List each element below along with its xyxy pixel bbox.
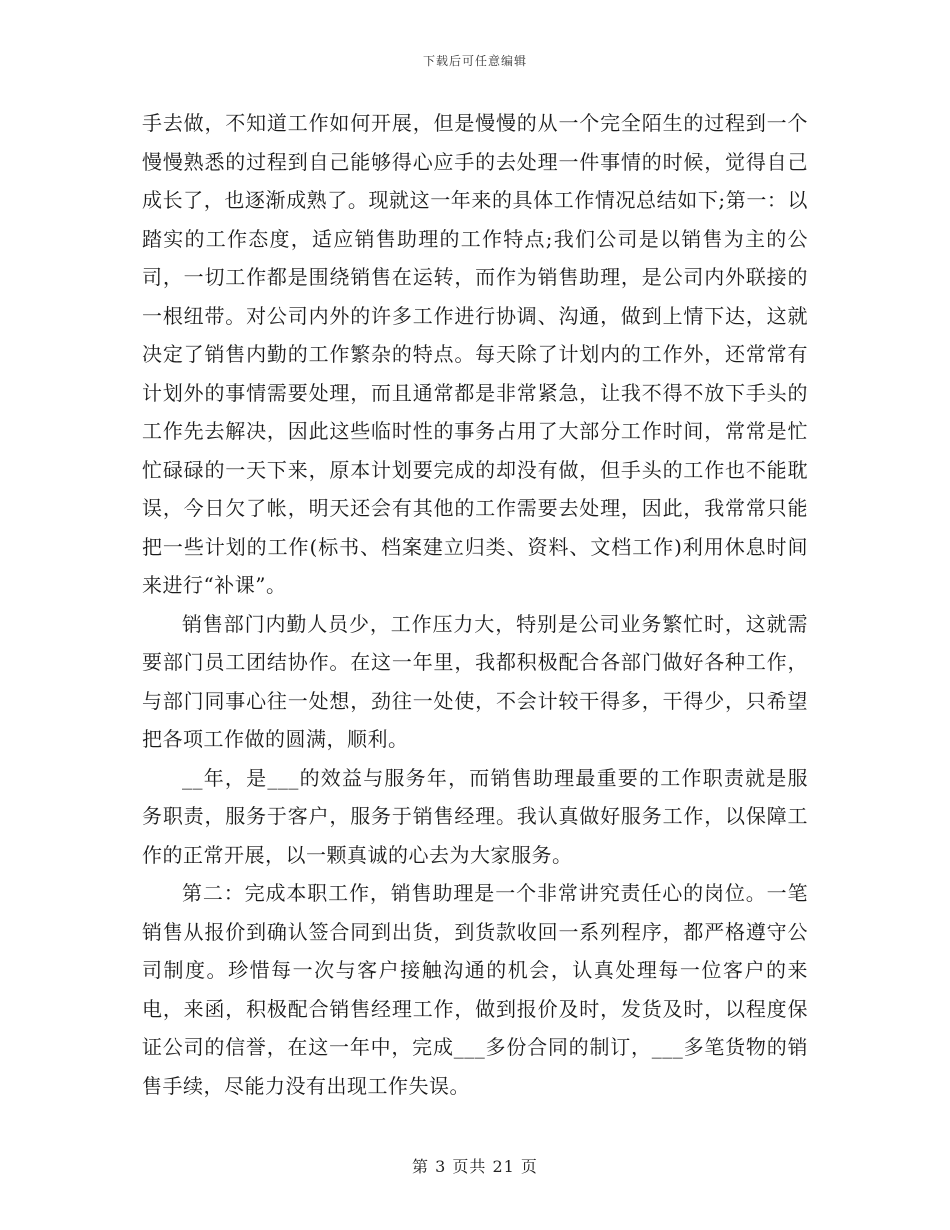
paragraph-2: 销售部门内勤人员少，工作压力大，特别是公司业务繁忙时，这就需要部门员工团结协作。在这一年里，我都积极配合各部门做好各种工作，与部门同事心往一处想，劲往一处使，不会计较干得多，干得少，只希望把各项工作做的圆满，顺利。 — [142, 611, 808, 751]
page-number-footer: 第 3 页共 21 页 — [412, 1157, 538, 1176]
paragraph-1: 手去做，不知道工作如何开展，但是慢慢的从一个完全陌生的过程到一个慢慢熟悉的过程到自己能够得心应手的去处理一件事情的时候，觉得自己成长了，也逐渐成熟了。现就这一年来的具体工作情况总结如下;第一：以踏实的工作态度，适应销售助理的工作特点;我们公司是以销售为主的公司，一切工作都是围绕销售在运转，而作为销售助理，是公司内外联接的一根纽带。对公司内外的许多工作进行协调、沟通，做到上情下达，这就决定了销售内勤的工作繁杂的特点。每天除了计划内的工作外，还常常有计划外的事情需要处理，而且通常都是非常紧急，让我不得不放下手头的工作先去解决，因此这些临时性的事务占用了大部分工作时间，常常是忙忙碌碌的一天下来，原本计划要完成的却没有做，但手头的工作也不能耽误，今日欠了帐，明天还会有其他的工作需要去处理，因此，我常常只能把一些计划的工作(标书、档案建立归类、资料、文档工作)利用休息时间来进行“补课”。 — [142, 111, 808, 597]
document-body — [142, 104, 808, 1105]
page-header: 下载后可任意编辑 — [422, 54, 527, 68]
paragraph-4: 第二：完成本职工作，销售助理是一个非常讲究责任心的岗位。一笔销售从报价到确认签合同到出货，到货款收回一系列程序，都严格遵守公司制度。珍惜每一次与客户接触沟通的机会，认真处理每一位客户的来电，来函，积极配合销售经理工作，做到报价及时，发货及时，以程度保证公司的信誉，在这一年中，完成___多份合同的制订，___多笔货物的销售手续，尽能力没有出现工作失误。 — [142, 881, 808, 1098]
paragraph-3: __年，是___的效益与服务年，而销售助理最重要的工作职责就是服务职责，服务于客户，服务于销售经理。我认真做好服务工作，以保障工作的正常开展，以一颗真诚的心去为大家服务。 — [142, 765, 808, 867]
